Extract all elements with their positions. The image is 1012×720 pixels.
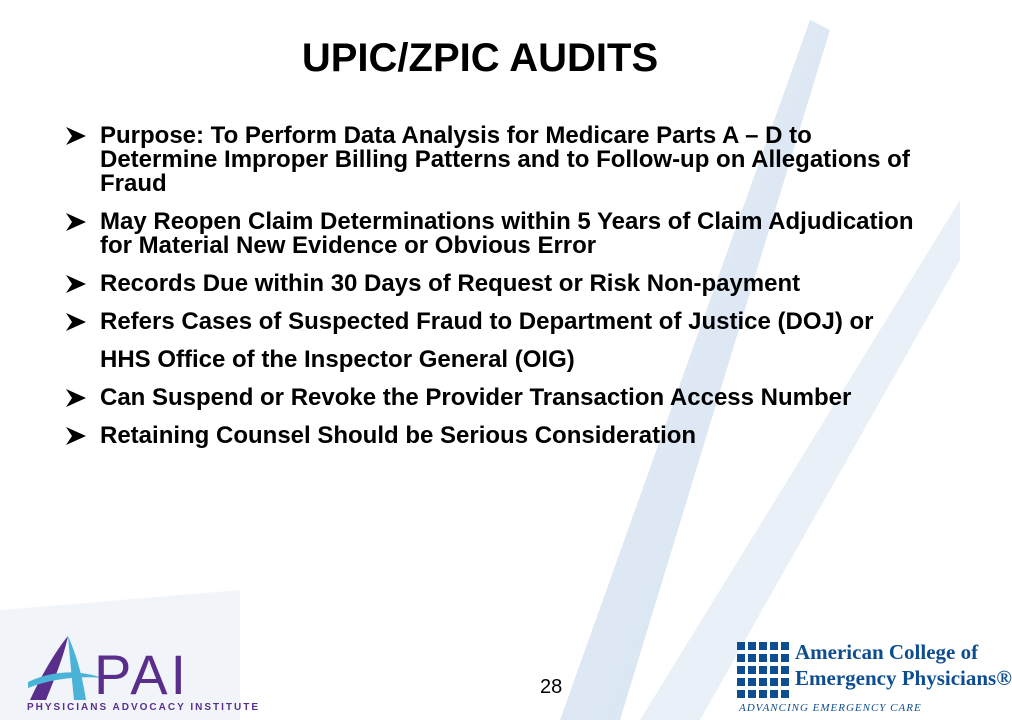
bullet-text: Retaining Counsel Should be Serious Consideration	[100, 422, 697, 449]
acep-tagline: ADVANCING EMERGENCY CARE	[739, 702, 922, 714]
slide-title: UPIC/ZPIC AUDITS	[301, 36, 659, 80]
pai-acronym: PAI	[94, 643, 190, 706]
arrow-bullet-icon	[64, 125, 88, 147]
bullet-text: Can Suspend or Revoke the Provider Transaction Access Number	[100, 384, 852, 411]
acep-logo	[735, 636, 1012, 720]
arrow-bullet-icon	[64, 425, 88, 447]
pai-logo	[24, 630, 261, 720]
bullet-item	[60, 124, 920, 196]
bullet-continuation	[60, 348, 920, 372]
bullet-item	[60, 272, 920, 296]
arrow-bullet-icon	[64, 387, 88, 409]
bullet-item	[60, 424, 920, 448]
bullet-item	[60, 310, 920, 334]
acep-grid-icon	[737, 642, 789, 698]
bullet-text: HHS Office of the Inspector General (OIG)	[100, 346, 575, 373]
pai-tagline: PHYSICIANS ADVOCACY INSTITUTE	[27, 702, 261, 713]
bullet-text: Purpose: To Perform Data Analysis for Medicare Parts A – D to Determine Improper Billing Patterns and to Follow-up on Allegations of Fraud	[100, 122, 910, 197]
bullet-text: May Reopen Claim Determinations within 5 Years of Claim Adjudication for Material New Evidence or Obvious Error	[100, 208, 914, 259]
bullet-text: Records Due within 30 Days of Request or Risk Non-payment	[100, 270, 801, 297]
bullet-text: Refers Cases of Suspected Fraud to Department of Justice (DOJ) or	[100, 308, 874, 335]
bullet-item	[60, 386, 920, 410]
bullet-list	[60, 124, 920, 462]
bullet-item	[60, 210, 920, 258]
page-number: 28	[540, 676, 563, 698]
pai-mark-icon	[24, 630, 104, 704]
acep-name-line2: Emergency Physicians®	[795, 666, 1012, 690]
arrow-bullet-icon	[64, 311, 88, 333]
arrow-bullet-icon	[64, 273, 88, 295]
acep-name-line1: American College of	[795, 640, 979, 664]
arrow-bullet-icon	[64, 211, 88, 233]
